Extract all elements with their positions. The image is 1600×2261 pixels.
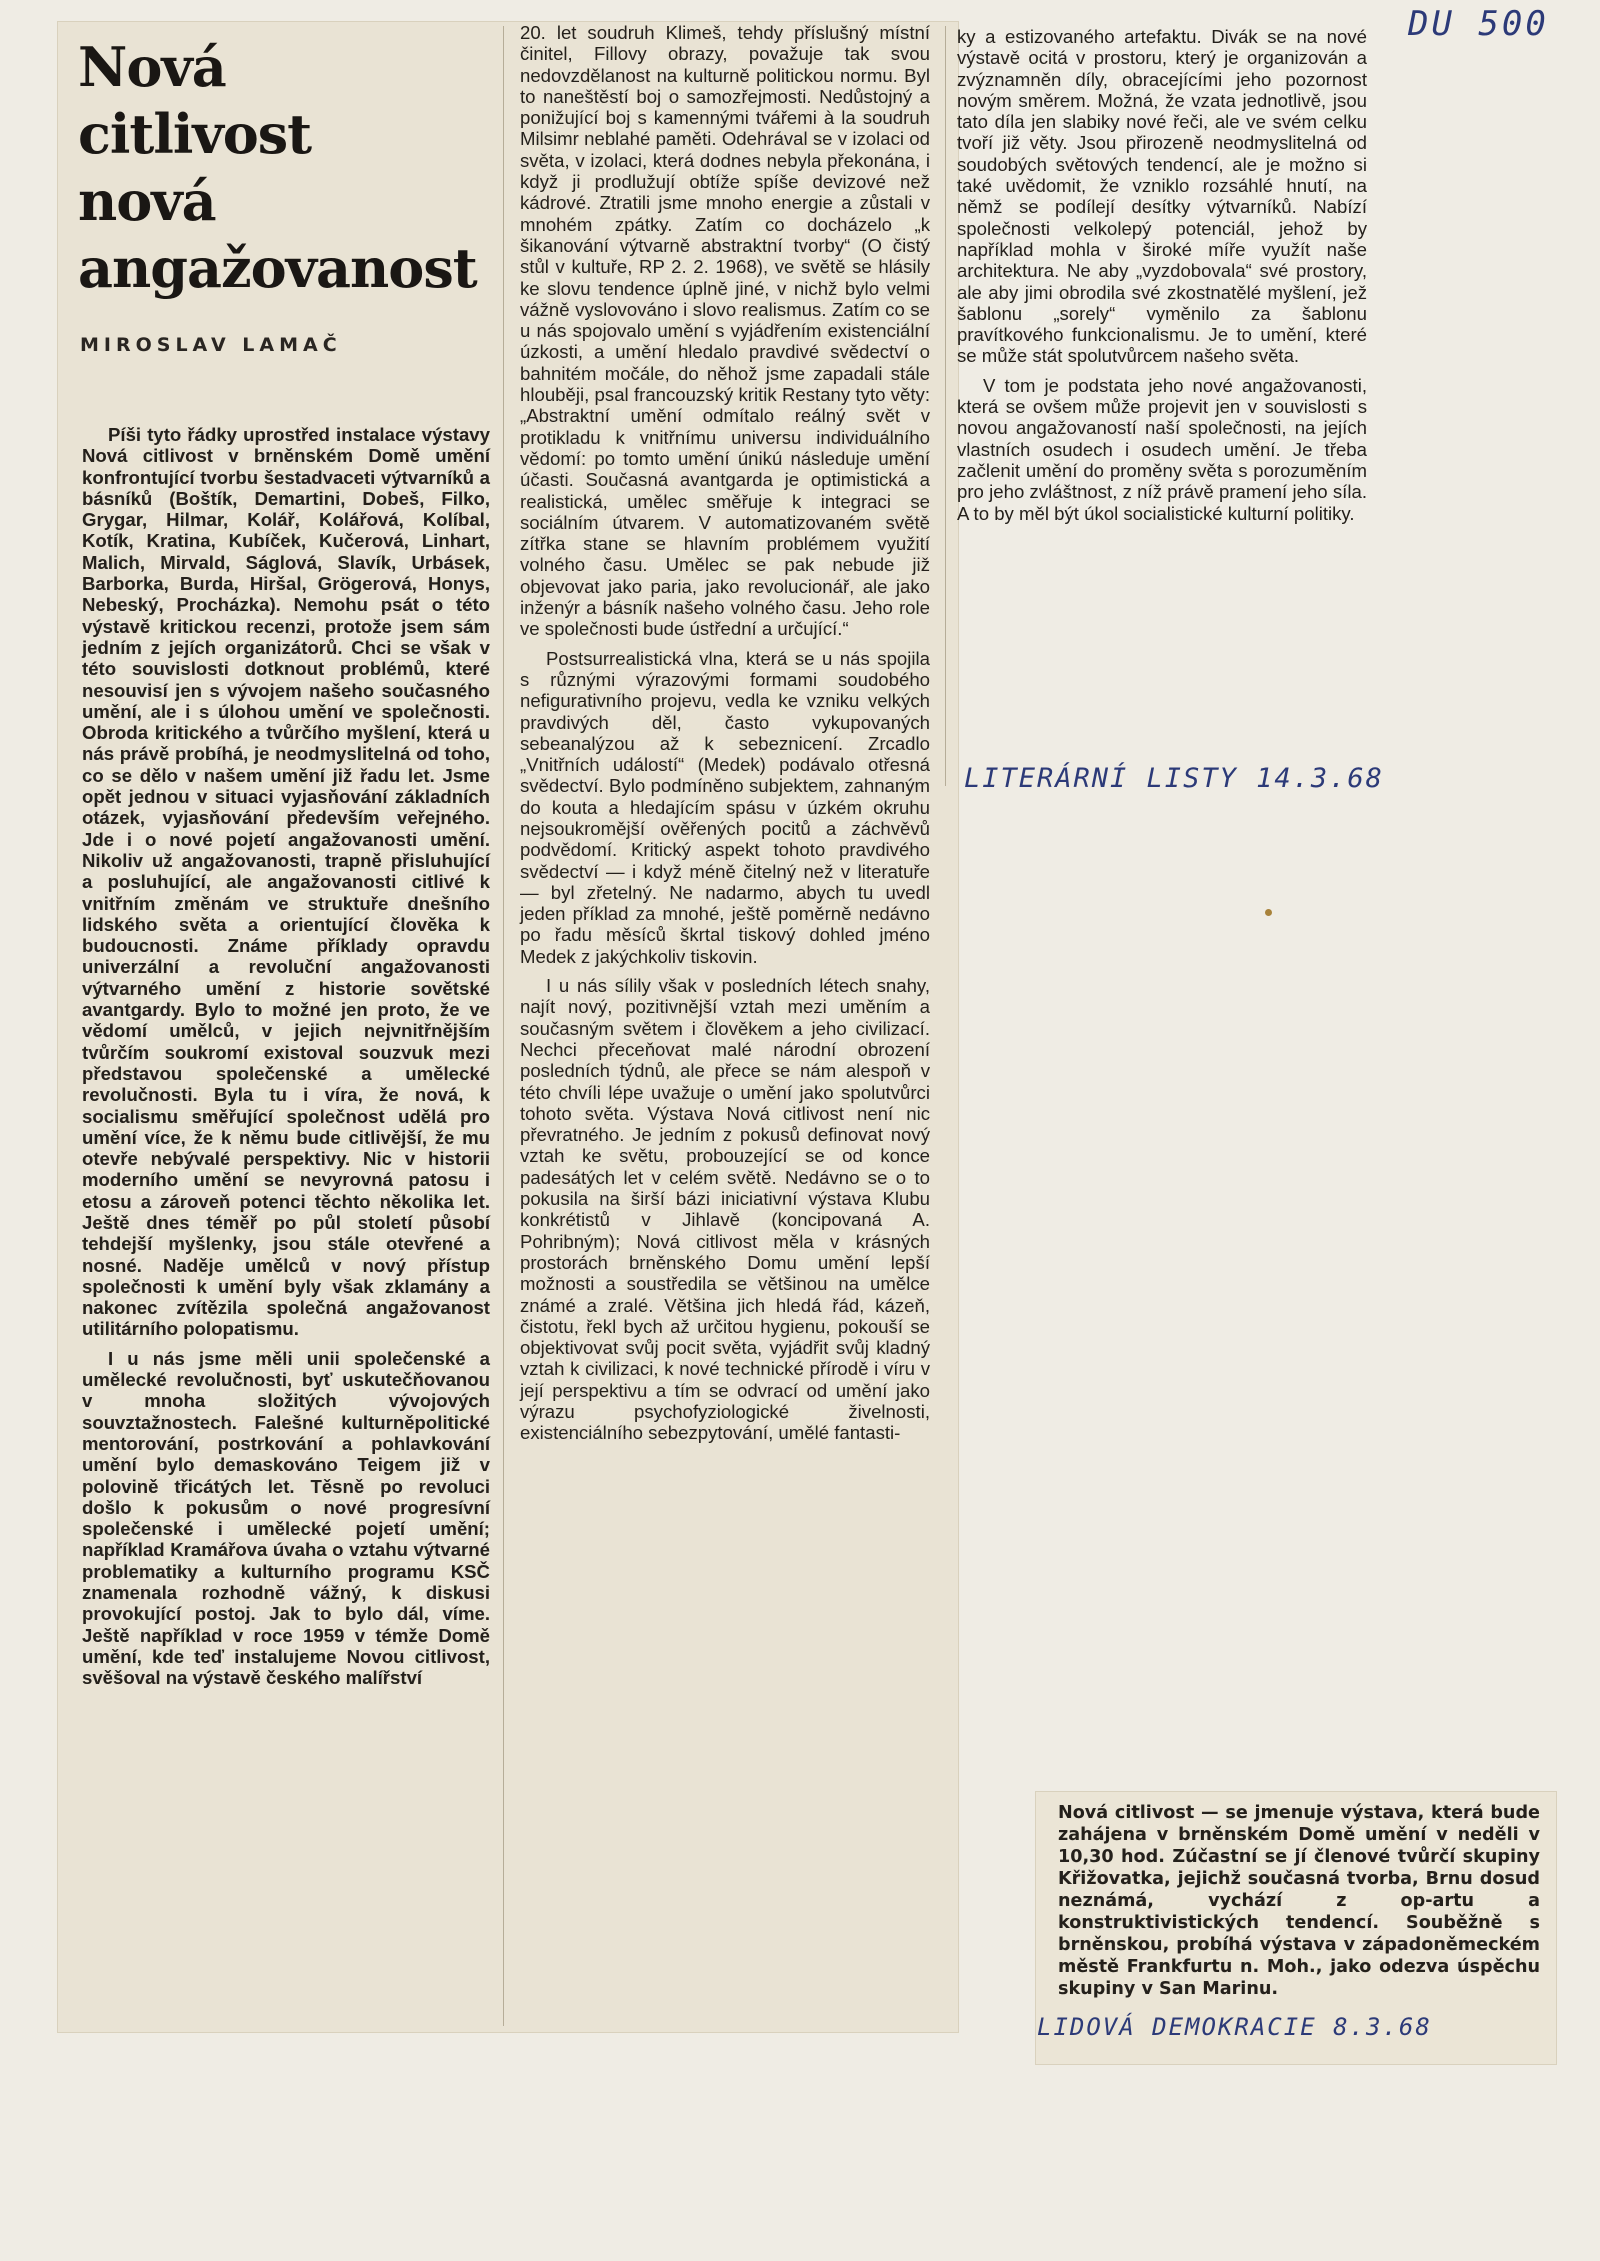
- column-rule: [945, 26, 946, 786]
- article-column-1: [82, 424, 490, 1689]
- ink-spot: [1265, 909, 1272, 916]
- article-byline: MIROSLAV LAMAČ: [80, 334, 342, 356]
- article-paragraph: V tom je podstata jeho nové angažovanosti, která se ovšem může projevit jen v souvislosti s novou angažovaností naší společnosti, na jejích vlastních osudech i osudech umění. Je třeba začlenit umění do proměny světa s porozuměním pro jeho zvláštnost, z níž právě pramení jeho síla. A to by měl být úkol socialistické kulturní politiky.: [957, 374, 1367, 524]
- article-paragraph: ky a estizovaného artefaktu. Divák se na nové výstavě ocitá v prostoru, který je organizován a zvýznamněn díly, obracejícími jeho pozornost novým směrem. Možná, že vzata jednotlivě, jsou tato díla jen slabiky nové řeči, ale ve svém celku tvoří již věty. Jsou přirozeně neodmyslitelná od soudobých světových tendencí, ale je možno si také uvědomit, že vzniklo rozsáhlé hnutí, na němž se podílejí desítky výtvarníků. Nabízí společnosti velkolepý potenciál, jehož by například mohla v široké míře využít naše architektura. Ne aby „vyzdobovala“ své prostory, ale aby jimi obrodila své zkostnatělé myšlení, jež šablonu „sorely“ vyměnilo za šablonu pravítkového funkcionalismu. Je to umění, které se může stát spolutvůrcem našeho světa.: [957, 26, 1367, 367]
- article-paragraph: I u nás jsme měli unii společenské a umělecké revolučnosti, byť uskutečňovanou v mnoha složitých vývojových souvztažnostech. Falešné kulturněpolitické mentorování, postrkování a pohlavkování umění bylo demaskováno Teigem již v polovině třicátých let. Těsně po revoluci došlo k pokusům o nové progresívní společenské i umělecké pojetí umění; například Kramářova úvaha o vztahu výtvarné problematiky a kulturního programu KSČ znamenala rozhodně vážný, k diskusi provokující postoj. Jak to bylo dál, víme. Ještě například v roce 1959 v témže Domě umění, kde teď instalujeme Novou citlivost, svěšoval na výstavě českého malířství: [82, 1347, 490, 1689]
- headline-line: Nová: [78, 35, 226, 99]
- news-item-text: [1058, 1802, 1540, 2000]
- article-paragraph: Píši tyto řádky uprostřed instalace výstavy Nová citlivost v brněnském Domě umění konfrontující tvorbu šestadvaceti výtvarníků a básníků (Boštík, Demartini, Dobeš, Filko, Grygar, Hilmar, Kolář, Kolářová, Kolíbal, Kotík, Kratina, Kubíček, Kučerová, Linhart, Malich, Mirvald, Ságlová, Slavík, Urbásek, Barborka, Burda, Hiršal, Grögerová, Honys, Nebeský, Procházka). Nemohu psát o této výstavě kritickou recenzi, protože jsem sám jedním z jejích organizátorů. Chci se však v této souvislosti dotknout problémů, které nesouvisí jen s vývojem našeho současného umění, ale i s úlohou umění ve společnosti. Obroda kritického a tvůrčího myšlení, která u nás právě probíhá, je neodmyslitelná od toho, co se dělo v našem umění již řadu let. Jsme opět jednou v situaci vyjasňování základních otázek, vyjasňování především veřejného. Jde i o nové pojetí angažovanosti umění. Nikoliv už angažovanosti, trapně přisluhující a posluhující, ale angažovanosti citlivé k vnitřním změnám ve struktuře dnešního lidského světa a orientující člověka k budoucnosti. Známe příklady opravdu univerzální a revoluční angažovanosti výtvarného umění z historie sovětské avantgardy. Bylo to možné jen proto, že ve vědomí umělců, v jejich nejvnitřnějším tvůrčím soukromí existoval souzvuk mezi představou společenské a umělecké revolučnosti. Byla tu i víra, že nová, k socialismu směřující společnost udělá pro umění více, že k němu bude citlivější, že mu otevře nebývalé perspektivy. Nic v historii moderního umění se nevyrovná patosu i etosu a zároveň potenci těchto několika let. Ještě dnes téměř po půl století působí tehdejší myšlenky, jsou stále otevřené a nosné. Naděje umělců v nový přístup společnosti k umění byly však zklamány a nakonec zvítězila společná angažovanost utilitárního polopatismu.: [82, 424, 490, 1340]
- article-column-3: [957, 26, 1367, 746]
- article-headline: [78, 34, 477, 302]
- news-item-paragraph: Nová citlivost — se jmenuje výstava, která bude zahájena v brněnském Domě umění v neděli v 10,30 hod. Zúčastní se jí členové tvůrčí skupiny Křižovatka, jejichž současná tvorba, Brnu dosud neznámá, vychází z op-artu a konstruktivistických tendencí. Souběžně s brněnskou, probíhá výstava v západoněmeckém městě Frankfurtu n. Moh., jako odezva úspěchu skupiny v San Marinu.: [1058, 1803, 1540, 1999]
- article-column-2: [520, 22, 930, 1444]
- article-paragraph: 20. let soudruh Klimeš, tehdy příslušný místní činitel, Fillovy obrazy, považuje tak svou nedovzdělanost na kulturně politickou normu. Byl to naneštěstí boj o samozřejmosti. Nedůstojný a ponižující boj s kamennými tvářemi à la soudruh Milsimr neblahé paměti. Odehrával se v izolaci od světa, v izolaci, která dodnes nebyla překonána, i když ji prodlužují obtíže spíše devizové než kádrové. Ztratili jsme mnoho energie a zůstali v mnohém zpátky. Zatím co docházelo „k šikanování výtvarně abstraktní tvorby“ (O čistý stůl v kultuře, RP 2. 2. 1968), ve světě se hlásily ke slovu tendence úplně jiné, v nichž bylo velmi vážně vyslovováno i slovo realismus. Zatím co se u nás spojovalo umění s vyjádřením existenciální úzkosti, a umění hledalo pravdivé svědectví o bahnitém močále, do něhož jsme zapadali stále hlouběji, psal francouzský kritik Restany tyto věty: „Abstraktní umění odmítalo reálný svět v protikladu k vnitřnímu universu individuálního vědomí: po tomto umění únikú následuje umění účasti. Současná avantgarda je optimistická a realistická, umělec směřuje k integraci se sociálním útvarem. V automatizovaném světě zítřka stane se hlavním problémem využití volného času. Umělec se pak nebude již objevovat jako paria, jako revolucionář, ale jako inženýr a básník našeho volného času. Jeho role ve společnosti bude ústřední a určující.“: [520, 22, 930, 640]
- handwritten-archive-code: DU 500: [1408, 4, 1549, 44]
- handwritten-source-note: LITERÁRNÍ LISTY 14.3.68: [964, 763, 1384, 794]
- article-paragraph: I u nás sílily však v posledních létech snahy, najít nový, pozitivnější vztah mezi uměním a současným světem i člověkem a jeho civilizací. Nechci přeceňovat malé národní obrození posledních týdnů, ale přece se nám alespoň v této chvíli lépe uvažuje o umění jako spolutvůrci tohoto světa. Výstava Nová citlivost není nic převratného. Je jedním z pokusů definovat nový vztah ke světu, probouzející se od konce padesátých let v celém světě. Nedávno se o to pokusila na širší bázi iniciativní výstava Klubu konkrétistů v Jihlavě (koncipovaná A. Pohribným); Nová citlivost měla v krásných prostorách brněnského Domu umění lepší možnosti a soustředila se většinou na umělce známé a zralé. Většina jich hledá řád, kázeň, čistotu, řekl bych až určitou hygienu, pokouší se objektivovat svůj pocit světa, vyjádřit svůj kladný vztah k civilizaci, k nové technické přírodě i víru v její perspektivu a tím se odvrací od umění jako výrazu psychofyziologické živelnosti, existenciálního sebezpytování, umělé fantasti-: [520, 975, 930, 1444]
- handwritten-source-note: LIDOVÁ DEMOKRACIE 8.3.68: [1037, 2013, 1432, 2041]
- headline-line: angažovanost: [78, 236, 477, 300]
- headline-line: nová: [78, 169, 216, 233]
- article-paragraph: Postsurrealistická vlna, která se u nás spojila s různými výrazovými formami soudobého nefigurativního projevu, vedla ke vzniku velkých pravdivých děl, často vykupovaných sebeanalýzou až k sebeznicení. Zrcadlo „Vnitřních událostí“ (Medek) podávalo otřesná svědectví. Bylo podmíněno subjektem, zahnaným do kouta a hledajícím spásu v úzkém okruhu nejsoukromější ověřených pocitů a záchvěvů podvědomí. Kritický aspekt tohoto pravdivého svědectví — i když méně čitelný než v literatuře — byl zřetelný. Ne nadarmo, abych tu uvedl jeden příklad za mnohé, ještě poměrně nedávno po řadu měsíců škrtal tiskový dohled jméno Medek z jakýchkoliv tiskovin.: [520, 647, 930, 967]
- headline-line: citlivost: [78, 102, 312, 166]
- column-rule: [503, 26, 504, 2026]
